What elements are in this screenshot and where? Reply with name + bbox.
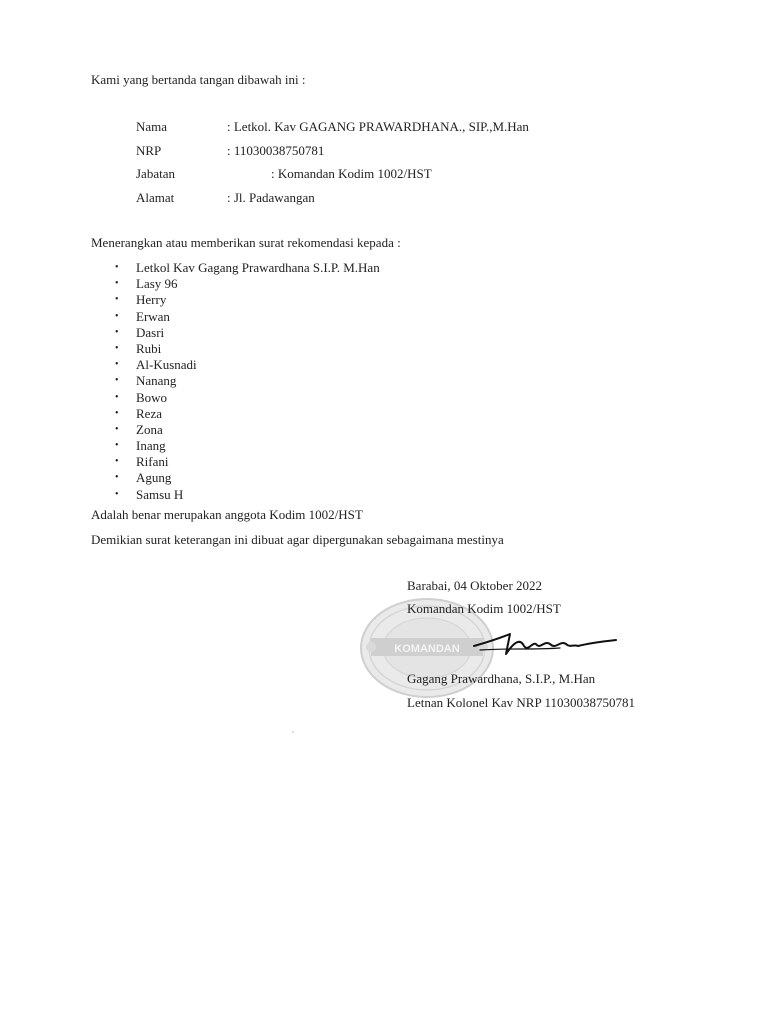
bullet: • (115, 294, 119, 306)
bullet: • (115, 310, 119, 322)
identity-value: : Komandan Kodim 1002/HST (271, 166, 432, 181)
list-item-name: Zona (136, 421, 163, 437)
list-item-name: Lasy 96 (136, 276, 178, 292)
signer-title: Komandan Kodim 1002/HST (407, 601, 561, 616)
intro-text: Kami yang bertanda tangan dibawah ini : (91, 72, 306, 87)
identity-label: NRP (136, 142, 162, 158)
list-item-name: Al-Kusnadi (136, 357, 197, 373)
place-date: Barabai, 04 Oktober 2022 (407, 578, 543, 593)
identity-value: : Jl. Padawangan (227, 189, 315, 205)
bullet: • (115, 375, 119, 387)
bullet: • (115, 278, 119, 290)
list-item-name: Dasri (136, 324, 165, 340)
list-item-name: Rifani (136, 454, 169, 470)
bullet: • (115, 262, 119, 273)
recommend-text: Menerangkan atau memberikan surat rekomendasi kepada : (91, 235, 401, 250)
list-item-name: Reza (136, 405, 162, 421)
svg-text:KOMANDAN: KOMANDAN (394, 643, 460, 655)
signer-rank-nrp: Letnan Kolonel Kav NRP 11030038750781 (407, 695, 635, 710)
bullet: • (115, 342, 119, 354)
closing-statement: Adalah benar merupakan anggota Kodim 1002/HST (91, 507, 363, 522)
bullet: • (115, 326, 119, 338)
identity-label: Jabatan (136, 166, 175, 181)
list-item-name: Samsu H (136, 486, 184, 502)
closing-remark: Demikian surat keterangan ini dibuat agar dipergunakan sebagaimana mestinya (91, 532, 504, 547)
bullet: • (115, 456, 119, 468)
bullet: • (115, 488, 119, 500)
identity-label: Alamat (136, 189, 175, 205)
list-item-name: Bowo (136, 389, 168, 405)
identity-value: : 11030038750781 (227, 142, 325, 158)
scan-speck (292, 731, 294, 733)
identity-label: Nama (136, 119, 168, 134)
list-item-name: Erwan (136, 308, 170, 324)
identity-value: : Letkol. Kav GAGANG PRAWARDHANA., SIP.,M.Han (227, 119, 529, 134)
bullet: • (115, 423, 119, 435)
bullet: • (115, 359, 119, 371)
bullet: • (115, 440, 119, 452)
list-item-name: Inang (136, 438, 166, 454)
list-item-name: Herry (136, 292, 167, 308)
handwritten-signature (470, 624, 620, 664)
list-item-name: Nanang (136, 373, 177, 389)
bullet: • (115, 391, 119, 403)
list-item-name: Letkol Kav Gagang Prawardhana S.I.P. M.Han (136, 260, 380, 275)
list-item-name: Rubi (136, 340, 162, 356)
bullet: • (115, 472, 119, 484)
list-item-name: Agung (136, 470, 172, 486)
bullet: • (115, 407, 119, 419)
signer-name: Gagang Prawardhana, S.I.P., M.Han (407, 671, 596, 686)
